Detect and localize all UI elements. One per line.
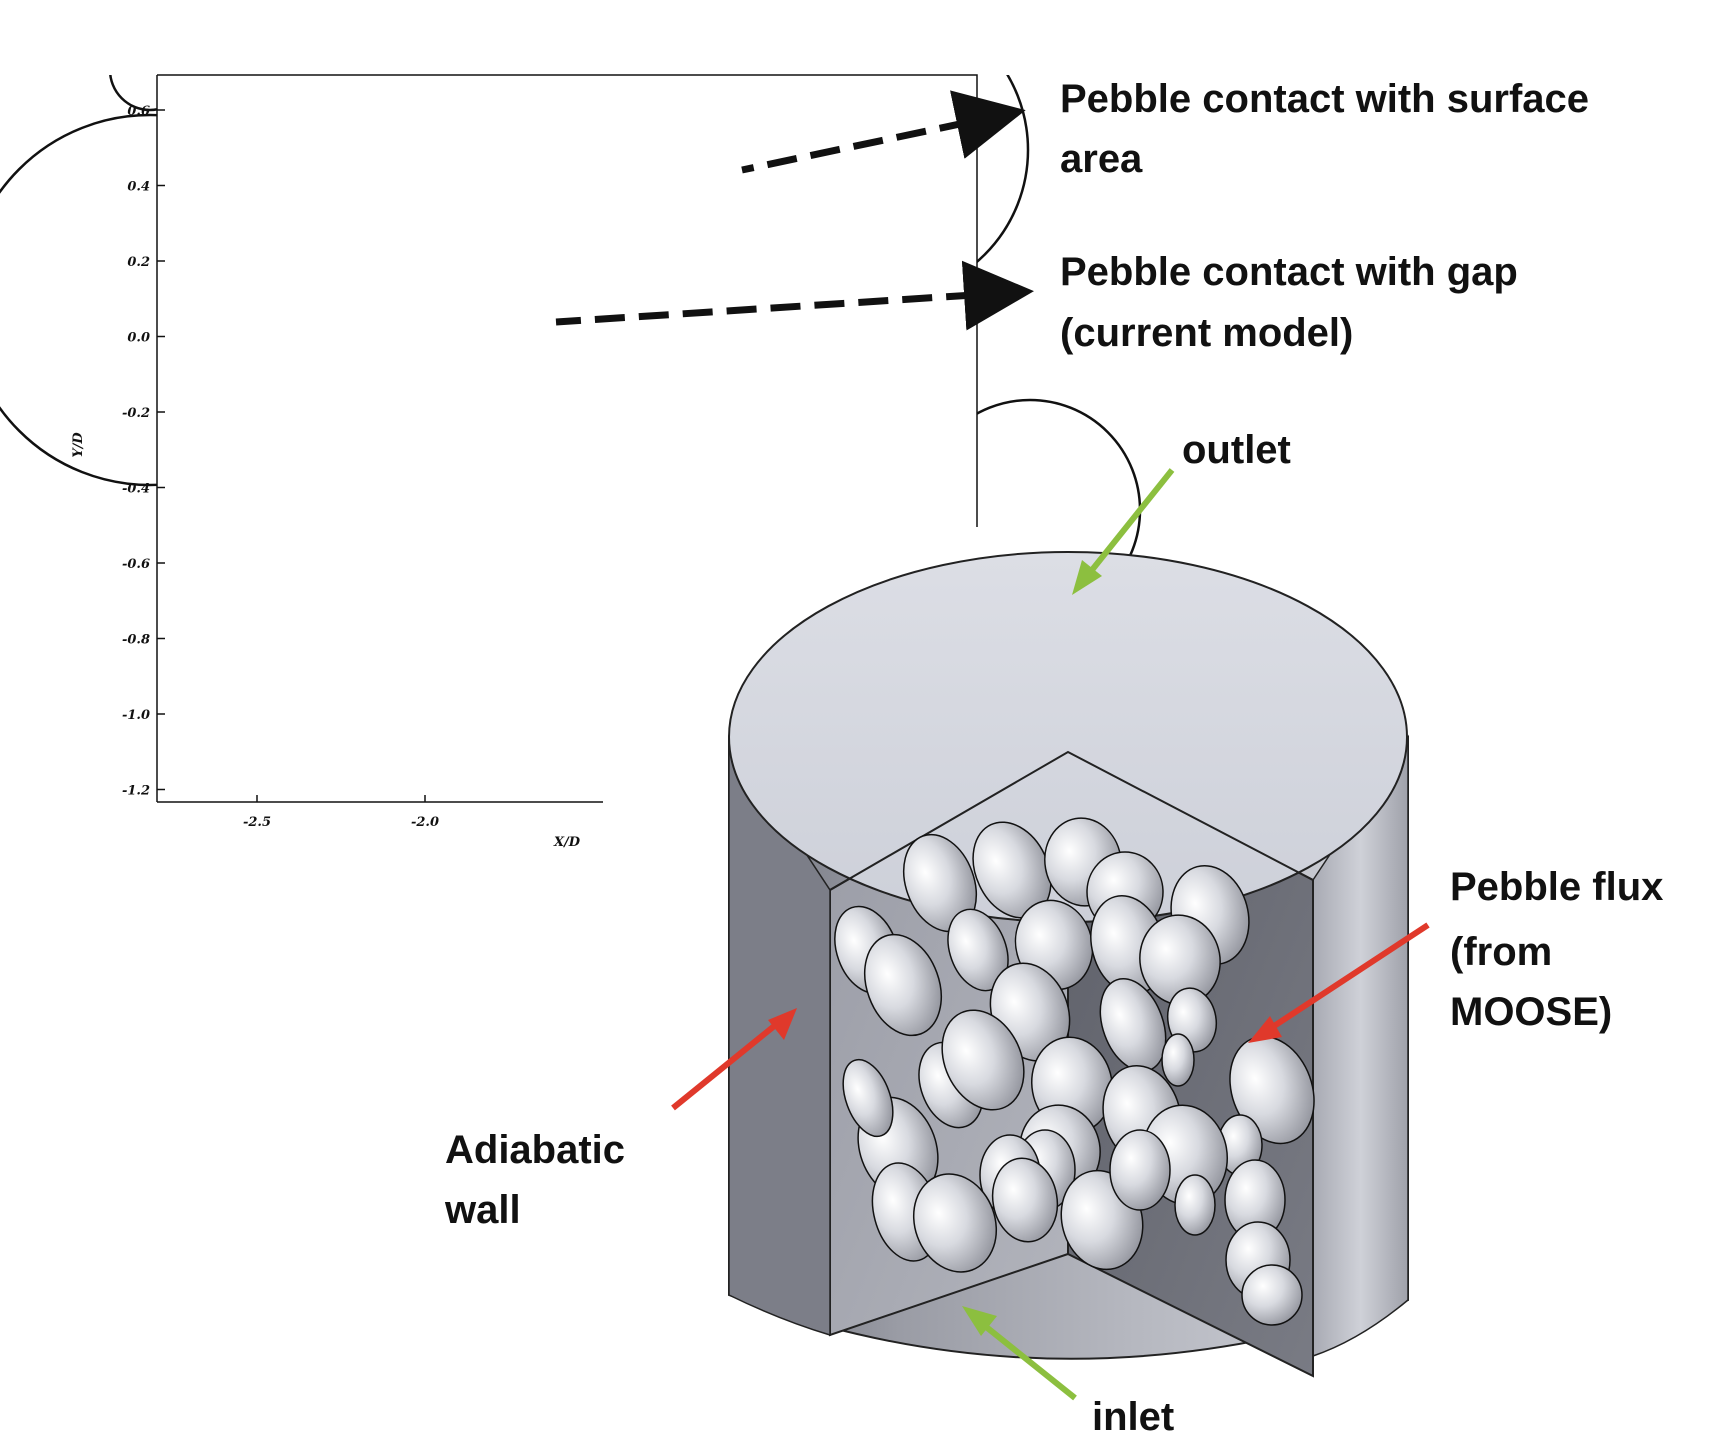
label-adiabatic-1: Adiabatic [445,1128,626,1172]
label-inlet: inlet [1092,1395,1175,1439]
y-tick-label: 0.0 [127,330,150,346]
y-tick-label: 0.6 [127,104,150,119]
y-tick-label: 0.2 [127,255,150,270]
mesh-y-label: Y/D [71,432,86,458]
y-tick-label: -0.2 [121,406,150,421]
y-tick-label: -0.6 [121,557,150,572]
label-contact-gap-2: (current model) [1060,311,1354,355]
y-tick-label: -0.8 [121,632,150,648]
mesh-x-label: X/D [553,835,581,850]
y-tick-label: 0.4 [127,179,150,195]
label-contact-surface-1: Pebble contact with surface [1060,77,1590,121]
pebble [1242,1265,1302,1325]
label-outlet: outlet [1182,428,1291,472]
label-pebble-flux-3: MOOSE) [1450,990,1613,1034]
x-tick-label: -2.0 [410,815,440,830]
pebble [1162,1034,1194,1086]
label-contact-surface-2: area [1060,137,1143,181]
pebble [1175,1175,1215,1235]
label-adiabatic-2: wall [445,1188,521,1232]
label-pebble-flux-1: Pebble flux [1450,865,1664,909]
y-tick-label: -1.2 [121,783,150,799]
label-contact-gap-1: Pebble contact with gap [1060,250,1518,294]
pebble [1110,1130,1170,1210]
cylinder-model [729,552,1408,1376]
label-pebble-flux-2: (from [1450,930,1553,974]
x-tick-label: -2.5 [242,815,272,830]
y-tick-label: -1.0 [121,708,150,723]
y-tick-label: -0.4 [121,481,150,497]
